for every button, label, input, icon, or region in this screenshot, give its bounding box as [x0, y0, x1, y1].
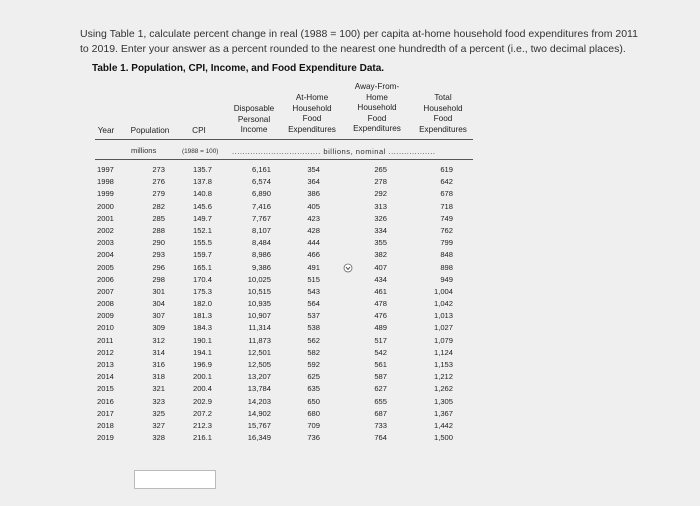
- cell-disposable-income: 8,484: [251, 238, 271, 248]
- cell-cpi: 184.3: [192, 323, 212, 333]
- table-row: [95, 188, 475, 200]
- cell-cpi: 182.0: [192, 299, 212, 309]
- cell-away-from-home: 355: [374, 238, 387, 248]
- question-text: Using Table 1, calculate percent change in real (1988 = 100) per capita at-home household food expenditures from 2011 to 2019. Enter your answer as a percent rounded to the nearest one hundredth of a percent (i.e., two decimal places).: [80, 28, 638, 55]
- table-row: [95, 310, 475, 322]
- cell-total: 1,153: [433, 360, 453, 369]
- cell-at-home: 466: [307, 250, 320, 260]
- cell-cpi: 165.1: [192, 262, 212, 272]
- cell-year: 2001: [97, 213, 114, 223]
- table-row: [95, 432, 475, 444]
- table-row: [95, 237, 475, 249]
- cell-population: 327: [152, 420, 165, 430]
- cell-disposable-income: 11,873: [248, 335, 271, 345]
- cell-away-from-home: 542: [374, 347, 387, 357]
- cell-disposable-income: 12,505: [247, 360, 271, 369]
- cell-cpi: 194.1: [192, 347, 212, 357]
- cell-population: 296: [152, 262, 165, 272]
- cell-total: 1,013: [433, 311, 453, 321]
- cell-total: 1,262: [433, 384, 453, 394]
- cell-cpi: 135.7: [192, 165, 212, 174]
- cell-year: 2002: [97, 225, 114, 235]
- cell-at-home: 491: [307, 262, 320, 272]
- cell-at-home: 537: [307, 311, 320, 321]
- cell-cpi: 207.2: [192, 408, 212, 418]
- cell-away-from-home: 265: [374, 165, 387, 174]
- cell-cpi: 200.1: [192, 372, 212, 382]
- header-total: Total Household Food Expenditures: [419, 93, 467, 134]
- cell-population: 276: [152, 177, 165, 187]
- cell-cpi: 190.1: [192, 335, 212, 345]
- cell-cpi: 202.9: [192, 396, 212, 406]
- cell-disposable-income: 11,314: [248, 323, 271, 333]
- cell-population: 328: [152, 433, 165, 443]
- cell-disposable-income: 6,161: [251, 165, 271, 174]
- cell-away-from-home: 687: [374, 408, 387, 418]
- cell-away-from-home: 587: [374, 372, 387, 382]
- cell-disposable-income: 16,349: [247, 433, 271, 443]
- cell-total: 799: [440, 238, 453, 248]
- cell-at-home: 562: [307, 335, 320, 345]
- cell-at-home: 736: [307, 433, 320, 443]
- cell-year: 2007: [97, 286, 114, 296]
- cell-population: 323: [152, 396, 165, 406]
- header-year: Year: [97, 126, 115, 135]
- cell-disposable-income: 9,386: [251, 262, 271, 272]
- cell-disposable-income: 6,890: [251, 189, 271, 199]
- cell-disposable-income: 14,203: [247, 396, 271, 406]
- cell-year: 2017: [97, 408, 114, 418]
- cell-year: 2013: [97, 360, 114, 369]
- table-body: [95, 164, 475, 444]
- table-row: [95, 201, 475, 213]
- cell-population: 314: [152, 347, 165, 357]
- cell-cpi: 155.5: [192, 238, 212, 248]
- cell-year: 2003: [97, 238, 114, 248]
- table-row: [95, 335, 475, 347]
- cell-total: 1,442: [433, 420, 453, 430]
- cell-at-home: 543: [307, 286, 320, 296]
- cell-cpi: 140.8: [192, 189, 212, 199]
- cell-population: 273: [152, 165, 165, 174]
- cell-year: 2011: [97, 335, 114, 345]
- table-row: [95, 408, 475, 420]
- unit-money: .................................. billions, nominal ..................: [232, 147, 436, 156]
- cell-total: 678: [440, 189, 453, 199]
- cell-total: 1,079: [433, 335, 453, 345]
- cell-cpi: 196.9: [192, 360, 212, 369]
- cell-away-from-home: 655: [374, 396, 387, 406]
- table-title: Table 1. Population, CPI, Income, and Food Expenditure Data.: [92, 63, 385, 74]
- cell-away-from-home: 478: [374, 299, 387, 309]
- cell-disposable-income: 13,207: [247, 372, 271, 382]
- table-row: [95, 176, 475, 188]
- cell-year: 1999: [97, 189, 114, 199]
- cell-away-from-home: 326: [374, 213, 387, 223]
- header-cpi: CPI: [192, 126, 206, 135]
- cell-year: 2018: [97, 420, 114, 430]
- cell-population: 312: [152, 335, 165, 345]
- cell-total: 1,500: [433, 433, 453, 443]
- table-row: [95, 213, 475, 225]
- cell-population: 298: [152, 274, 165, 284]
- cell-at-home: 444: [307, 238, 320, 248]
- cell-year: 2008: [97, 299, 114, 309]
- cell-total: 848: [440, 250, 453, 260]
- table-row: [95, 359, 475, 371]
- cell-away-from-home: 334: [374, 225, 387, 235]
- cell-population: 304: [152, 299, 165, 309]
- header-at-home: At-Home Household Food Expenditures: [288, 93, 336, 134]
- cell-away-from-home: 764: [374, 433, 387, 443]
- cell-at-home: 582: [307, 347, 320, 357]
- table-row: [95, 249, 475, 261]
- cell-year: 2006: [97, 274, 114, 284]
- cell-away-from-home: 517: [374, 335, 387, 345]
- cell-disposable-income: 10,515: [247, 286, 271, 296]
- cell-away-from-home: 461: [374, 286, 387, 296]
- cell-away-from-home: 476: [374, 311, 387, 321]
- cell-year: 2005: [97, 262, 114, 272]
- header-rule: [95, 139, 473, 140]
- cell-population: 288: [152, 225, 165, 235]
- cell-away-from-home: 278: [374, 177, 387, 187]
- cell-at-home: 386: [307, 189, 320, 199]
- cell-disposable-income: 13,784: [247, 384, 271, 394]
- cell-population: 290: [152, 238, 165, 248]
- table-row: [95, 298, 475, 310]
- cell-at-home: 364: [307, 177, 320, 187]
- header-away-from-home: Away-From- Home Household Food Expenditures: [353, 82, 401, 133]
- cell-year: 1997: [97, 165, 114, 174]
- cell-at-home: 354: [307, 165, 320, 174]
- cell-away-from-home: 489: [374, 323, 387, 333]
- table-row: [95, 371, 475, 383]
- cell-total: 718: [440, 201, 453, 211]
- cell-disposable-income: 7,767: [251, 213, 271, 223]
- cell-cpi: 181.3: [192, 311, 212, 321]
- cell-away-from-home: 292: [374, 189, 387, 199]
- cell-cpi: 159.7: [192, 250, 212, 260]
- header-population: Population: [130, 126, 170, 135]
- cell-at-home: 564: [307, 299, 320, 309]
- cell-at-home: 423: [307, 213, 320, 223]
- cell-at-home: 405: [307, 201, 320, 211]
- cell-cpi: 200.4: [192, 384, 212, 394]
- cell-at-home: 635: [307, 384, 320, 394]
- unit-population: millions: [131, 146, 157, 155]
- cell-population: 307: [152, 311, 165, 321]
- cell-at-home: 592: [307, 360, 320, 369]
- cell-away-from-home: 313: [374, 201, 387, 211]
- cell-population: 282: [152, 201, 165, 211]
- cell-total: 1,027: [433, 323, 453, 333]
- cell-year: 1998: [97, 177, 114, 187]
- cell-away-from-home: 561: [374, 360, 387, 369]
- cell-year: 2012: [97, 347, 114, 357]
- cell-total: 898: [440, 262, 453, 272]
- cell-year: 2010: [97, 323, 114, 333]
- cell-disposable-income: 12,501: [247, 347, 271, 357]
- cell-cpi: 145.6: [192, 201, 212, 211]
- cell-at-home: 709: [307, 420, 320, 430]
- cell-at-home: 680: [307, 408, 320, 418]
- cell-disposable-income: 8,986: [251, 250, 271, 260]
- cell-disposable-income: 10,907: [247, 311, 271, 321]
- cell-at-home: 428: [307, 225, 320, 235]
- cell-year: 2015: [97, 384, 114, 394]
- cell-population: 318: [152, 372, 165, 382]
- cell-away-from-home: 382: [374, 250, 387, 260]
- cell-year: 2016: [97, 396, 114, 406]
- cursor-icon: [343, 263, 353, 273]
- cell-population: 316: [152, 360, 165, 369]
- cell-population: 293: [152, 250, 165, 260]
- table-row: [95, 347, 475, 359]
- cell-population: 321: [152, 384, 165, 394]
- cell-total: 1,367: [433, 408, 453, 418]
- cell-cpi: 216.1: [192, 433, 212, 443]
- table-row: [95, 225, 475, 237]
- cell-away-from-home: 733: [374, 420, 387, 430]
- cell-total: 1,004: [433, 286, 453, 296]
- unit-cpi: (1988 = 100): [182, 148, 219, 155]
- cell-total: 1,042: [433, 299, 453, 309]
- cell-population: 325: [152, 408, 165, 418]
- cell-at-home: 625: [307, 372, 320, 382]
- cell-population: 309: [152, 323, 165, 333]
- cell-year: 2014: [97, 372, 114, 382]
- cell-away-from-home: 407: [374, 262, 387, 272]
- cell-disposable-income: 15,767: [247, 420, 271, 430]
- cell-cpi: 149.7: [192, 213, 212, 223]
- cell-population: 301: [152, 286, 165, 296]
- cell-year: 2009: [97, 311, 114, 321]
- units-rule: [95, 159, 473, 160]
- cell-disposable-income: 10,935: [247, 299, 271, 309]
- table-row: [95, 322, 475, 334]
- cell-total: 1,124: [433, 347, 453, 357]
- cell-disposable-income: 7,416: [251, 201, 271, 211]
- header-dpi: Disposable Personal Income: [233, 104, 275, 134]
- cell-disposable-income: 8,107: [251, 225, 271, 235]
- cell-cpi: 170.4: [192, 274, 212, 284]
- cell-year: 2019: [97, 433, 114, 443]
- cell-total: 1,305: [433, 396, 453, 406]
- cell-population: 279: [152, 189, 165, 199]
- cell-at-home: 515: [307, 274, 320, 284]
- cell-total: 642: [440, 177, 453, 187]
- cell-population: 285: [152, 213, 165, 223]
- cell-disposable-income: 6,574: [251, 177, 271, 187]
- cell-cpi: 137.8: [192, 177, 212, 187]
- table-row: [95, 164, 475, 176]
- cell-total: 949: [440, 274, 453, 284]
- cell-year: 2004: [97, 250, 114, 260]
- table-row: [95, 286, 475, 298]
- cell-disposable-income: 14,902: [247, 408, 271, 418]
- answer-input[interactable]: [134, 470, 216, 489]
- cell-cpi: 212.3: [192, 420, 212, 430]
- cell-away-from-home: 434: [374, 274, 387, 284]
- cell-total: 749: [440, 213, 453, 223]
- cell-at-home: 538: [307, 323, 320, 333]
- cell-at-home: 650: [307, 396, 320, 406]
- cell-disposable-income: 10,025: [247, 274, 271, 284]
- table-row: [95, 262, 475, 274]
- cell-total: 619: [440, 165, 453, 174]
- table-row: [95, 274, 475, 286]
- cell-total: 762: [440, 225, 453, 235]
- table-row: [95, 383, 475, 395]
- table-row: [95, 420, 475, 432]
- cell-total: 1,212: [433, 372, 453, 382]
- cell-cpi: 175.3: [192, 286, 212, 296]
- cell-away-from-home: 627: [374, 384, 387, 394]
- table-row: [95, 396, 475, 408]
- cell-cpi: 152.1: [192, 225, 212, 235]
- cell-year: 2000: [97, 201, 114, 211]
